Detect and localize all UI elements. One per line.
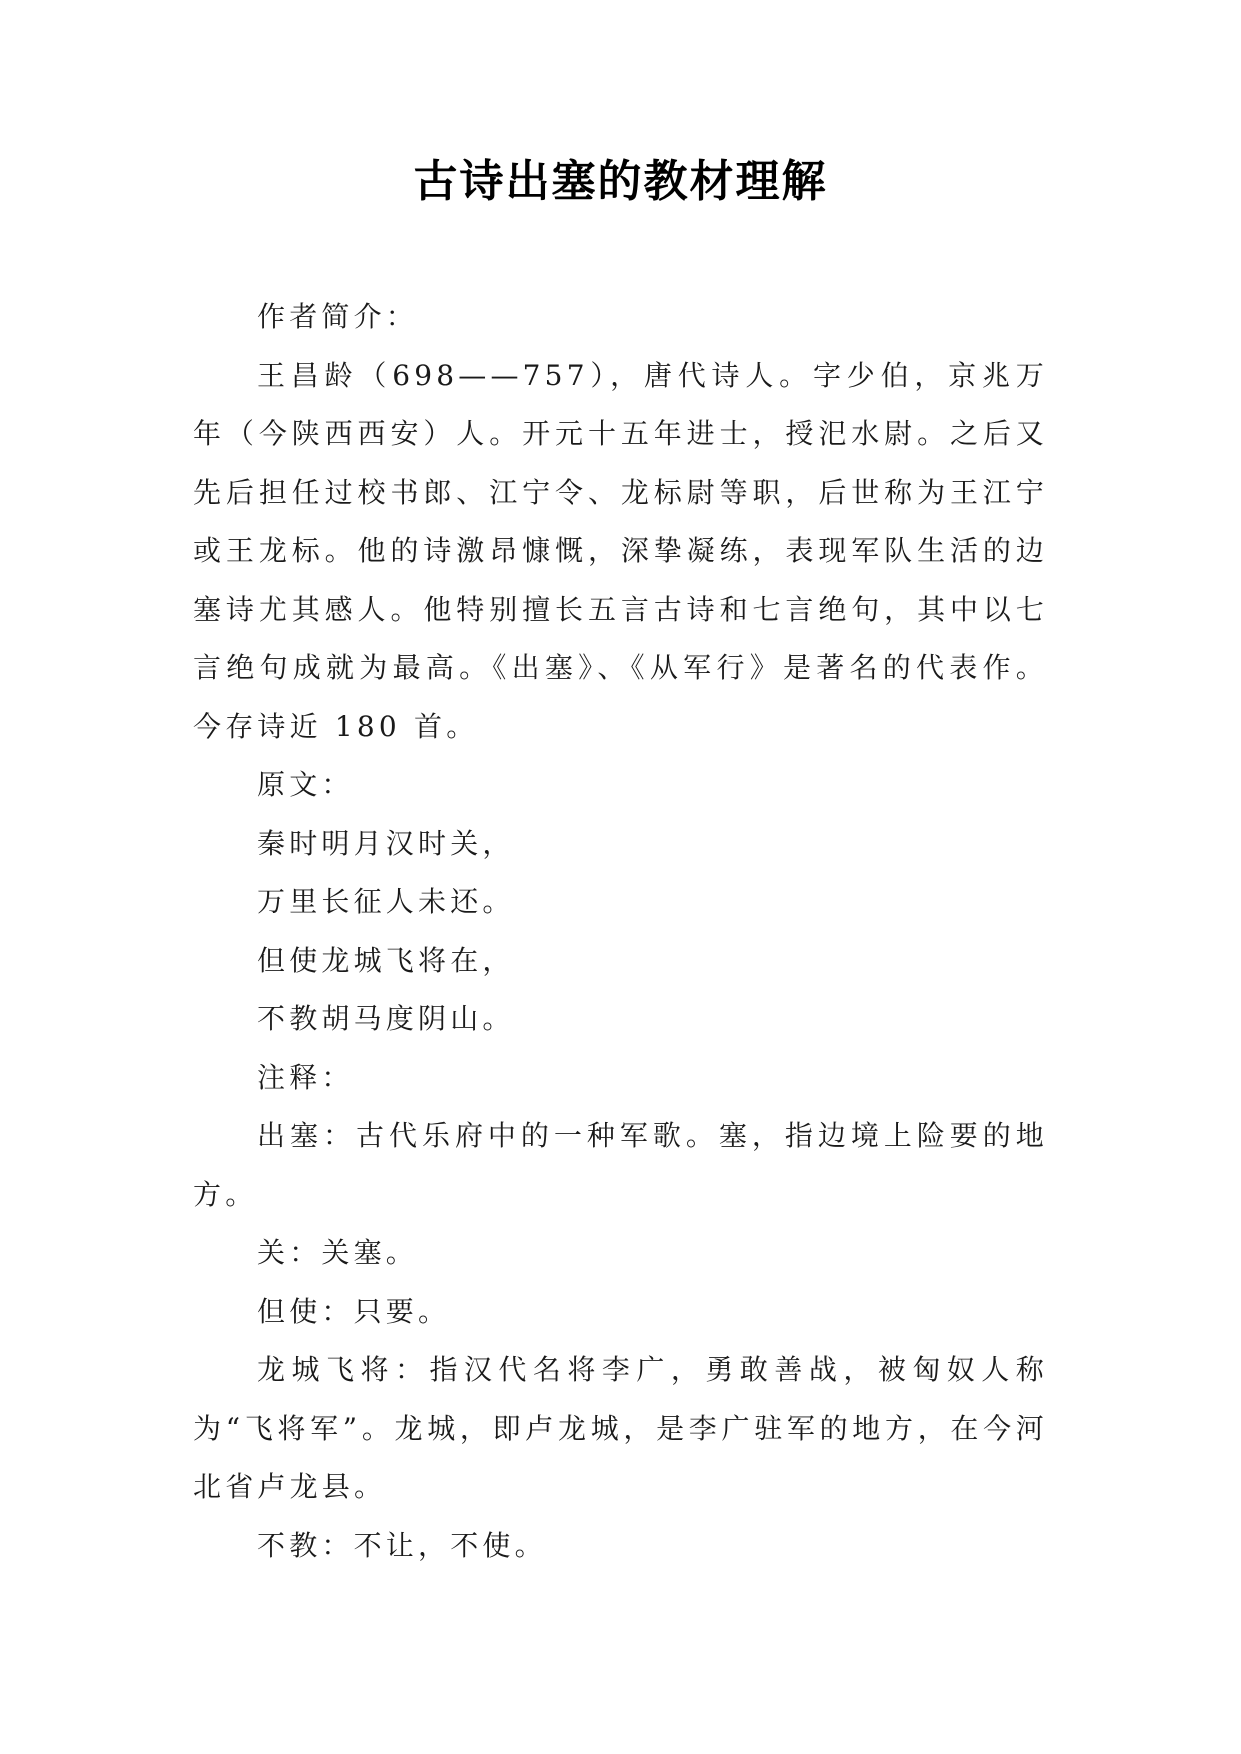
note-guan: 关：关塞。 <box>257 1236 419 1269</box>
note-chusai: 出塞：古代乐府中的一种军歌。塞，指边境上险要的地方。 <box>193 1119 1048 1211</box>
poem-line-3: 但使龙城飞将在， <box>257 943 515 977</box>
poem-line-4: 不教胡马度阴山。 <box>257 1002 515 1035</box>
note-longcheng-feijiang: 龙城飞将：指汉代名将李广，勇敢善战，被匈奴人称为“飞将军”。龙城，即卢龙城，是李广驻军的地方，在今河北省卢龙县。 <box>193 1353 1048 1503</box>
document-body <box>193 288 1048 1575</box>
document-title: 古诗出塞的教材理解 <box>413 156 828 207</box>
note-bujiao: 不教：不让，不使。 <box>257 1528 547 1562</box>
original-text-heading: 原文： <box>257 768 354 801</box>
author-intro-heading: 作者简介： <box>257 300 419 333</box>
author-intro-paragraph: 王昌龄（698——757），唐代诗人。字少伯，京兆万年（今陕西西安）人。开元十五年进士，授汜水尉。之后又先后担任过校书郎、江宁令、龙标尉等职，后世称为王江宁或王龙标。他的诗激昂慷慨，深挚凝练，表现军队生活的边塞诗尤其感人。他特别擅长五言古诗和七言绝句，其中以七言绝句成就为最高。《出塞》、《从军行》是著名的代表作。今存诗近 180 首。 <box>193 358 1048 743</box>
notes-heading: 注释： <box>257 1060 354 1094</box>
poem-line-1: 秦时明月汉时关， <box>257 826 515 860</box>
poem-line-2: 万里长征人未还。 <box>257 885 515 918</box>
note-danshi: 但使：只要。 <box>257 1294 451 1328</box>
